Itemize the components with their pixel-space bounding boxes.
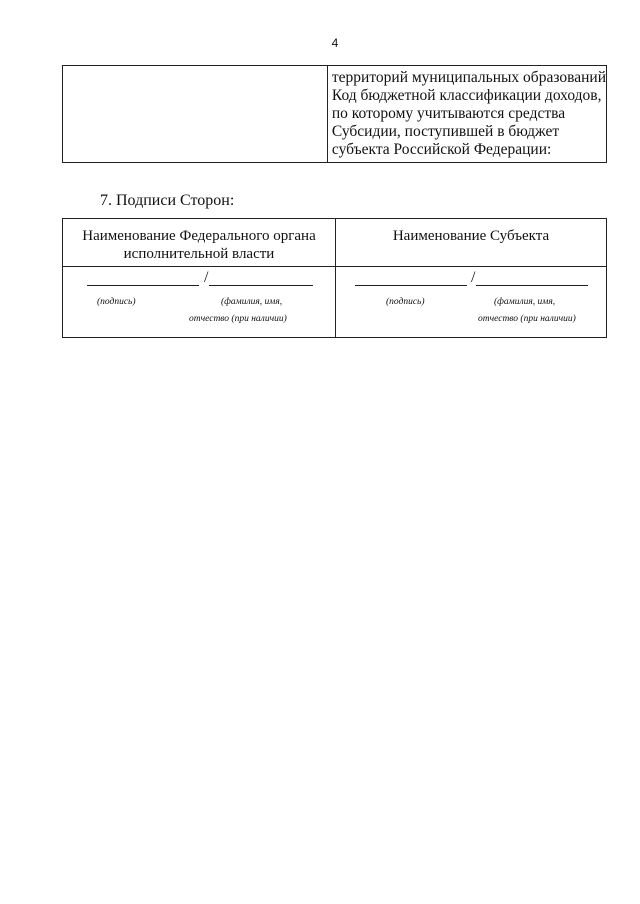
name-caption: отчество (при наличии) — [478, 314, 576, 324]
federal-authority-header-line: исполнительной власти — [123, 246, 275, 262]
subject-header — [336, 219, 606, 266]
slash-separator: / — [204, 269, 209, 286]
budget-info-line: по которому учитываются средства — [331, 105, 566, 122]
budget-info-line: Код бюджетной классификации доходов, — [331, 87, 602, 104]
budget-info-line: субъекта Российской Федерации: — [331, 141, 552, 158]
signatures-heading: 7. Подписи Сторон: — [100, 192, 235, 209]
budget-info-cell — [328, 66, 606, 162]
slash-separator: / — [471, 269, 476, 286]
name-caption: (фамилия, имя, — [494, 297, 556, 307]
federal-signature-block — [63, 267, 336, 337]
signatures-table — [62, 218, 607, 338]
name-caption: (фамилия, имя, — [221, 297, 283, 307]
signature-line — [355, 285, 467, 286]
page-number: 4 — [331, 36, 339, 50]
federal-authority-header-line: Наименование Федерального органа — [82, 228, 316, 244]
signature-caption: (подпись) — [97, 297, 136, 307]
name-caption: отчество (при наличии) — [189, 314, 287, 324]
subject-signature-block — [336, 267, 606, 337]
subsidy-details-table — [62, 65, 607, 163]
signature-line — [87, 285, 199, 286]
federal-authority-header — [63, 219, 336, 266]
name-line — [476, 285, 588, 286]
subject-header-label: Наименование Субъекта — [392, 228, 550, 244]
signatures-header-row — [63, 219, 606, 267]
signatures-body-row — [63, 267, 606, 337]
name-line — [209, 285, 313, 286]
empty-left-cell — [63, 66, 328, 162]
budget-info-line: территорий муниципальных образований — [331, 69, 606, 86]
signature-caption: (подпись) — [386, 297, 425, 307]
budget-info-line: Субсидии, поступившей в бюджет — [331, 123, 560, 140]
